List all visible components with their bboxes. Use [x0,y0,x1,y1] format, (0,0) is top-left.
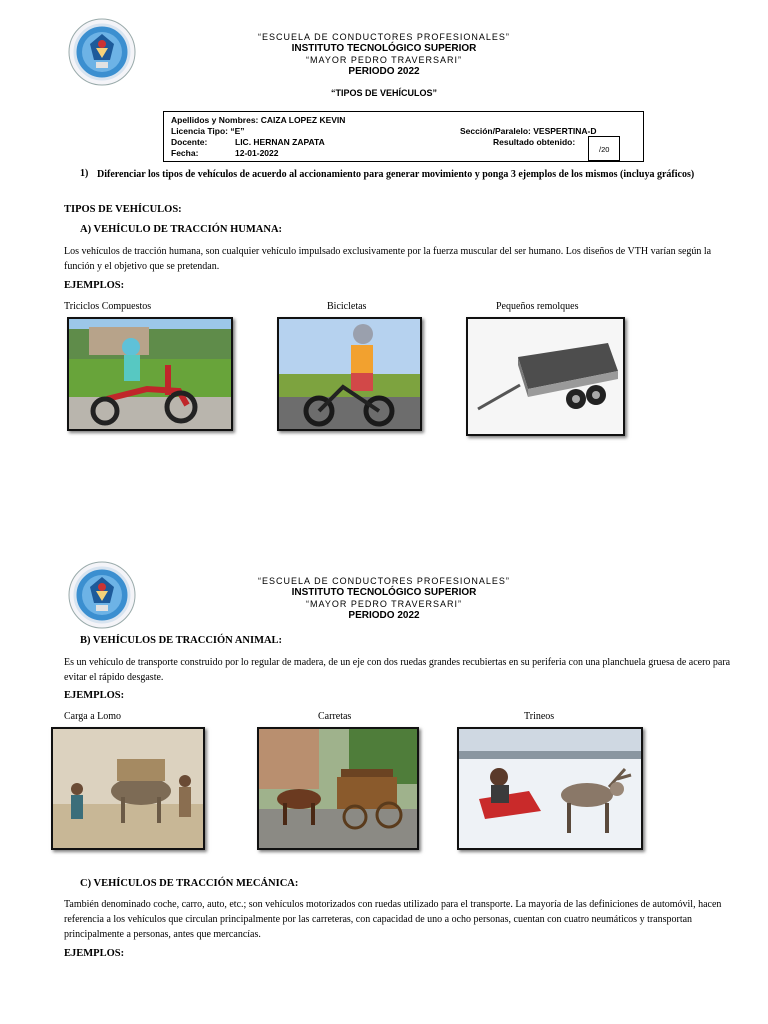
section-a-examples-label: EJEMPLOS: [64,280,125,291]
header-institute: INSTITUTO TECNOLÓGICO SUPERIOR [291,587,477,598]
header-namesake: “MAYOR PEDRO TRAVERSARI” [305,55,463,65]
date-value: 12-01-2022 [235,148,279,158]
section-c-heading: C) VEHÍCULOS DE TRACCIÓN MECÁNICA: [80,878,299,889]
caption-carts: Carretas [318,711,352,722]
student-info-box [163,111,644,162]
caption-tricycles: Triciclos Compuestos [64,301,152,312]
carriage-photo [257,727,419,850]
teacher-name: LIC. HERNAN ZAPATA [235,137,325,147]
header-period: PERIODO 2022 [348,610,420,621]
document-title: “TIPOS DE VEHÍCULOS” [330,88,437,98]
header-namesake: “MAYOR PEDRO TRAVERSARI” [305,599,463,609]
bicycle-photo [277,317,422,431]
caption-small-trailers: Pequeños remolques [496,301,579,312]
page1-header [0,0,768,90]
header-school-name: “ESCUELA DE CONDUCTORES PROFESIONALES” [258,32,510,42]
trailer-photo [466,317,625,436]
section-c-text: También denominado coche, carro, auto, etc.; son vehículos motorizados con ruedas utilizado para el transporte. La mayoría de las definiciones de automóvil, hacen referencia a los vehículos que circulan principalmente por las carreteras, con capacidad de uno a ocho personas, cuentan con cuatro neumáticos y transportan principalmente a personas, antes que mercancías. [64,899,722,940]
header-period: PERIODO 2022 [348,66,420,77]
score-box [588,136,620,161]
caption-bicycles: Bicicletas [327,301,367,312]
license-type: Licencia Tipo: “E” [171,126,245,136]
header-institute: INSTITUTO TECNOLÓGICO SUPERIOR [291,43,477,54]
date-label: Fecha: [171,148,199,158]
header-school-name: “ESCUELA DE CONDUCTORES PROFESIONALES” [258,576,510,586]
student-name: Apellidos y Nombres: CAIZA LOPEZ KEVIN [171,115,346,125]
section-parallel: Sección/Paralelo: VESPERTINA-D [460,126,597,136]
sleigh-photo [457,727,643,850]
caption-sleds: Trineos [524,711,555,722]
pack-load-photo [51,727,205,850]
section-b-examples-label: EJEMPLOS: [64,690,125,701]
tricycle-photo [67,317,233,431]
page2-header [0,558,768,628]
question-number: 1) [80,168,89,179]
question-text: Diferenciar los tipos de vehículos de acuerdo al accionamiento para generar movimiento y ponga 3 ejemplos de los mismos (incluya gráficos) [97,169,695,180]
score-value: /20 [599,145,610,154]
section-a-heading: A) VEHÍCULO DE TRACCIÓN HUMANA: [80,224,283,235]
section-a-text: Los vehículos de tracción humana, son cualquier vehículo impulsado exclusivamente por la fuerza muscular del ser humano. Los diseños de VTH varían según la función y el objetivo que se pretendan. [64,246,712,272]
types-heading: TIPOS DE VEHÍCULOS: [64,204,182,215]
section-c-examples-label: EJEMPLOS: [64,948,125,959]
section-b-heading: B) VEHÍCULOS DE TRACCIÓN ANIMAL: [80,635,283,646]
caption-pack-load: Carga a Lomo [64,711,122,722]
teacher-label: Docente: [171,137,208,147]
result-label: Resultado obtenido: [493,137,576,147]
section-b-text: Es un vehículo de transporte construido por lo regular de madera, de un eje con dos ruedas grandes recubiertas en su periferia con una planchuela gruesa de acero para evitar el rápido desgaste. [64,657,731,683]
